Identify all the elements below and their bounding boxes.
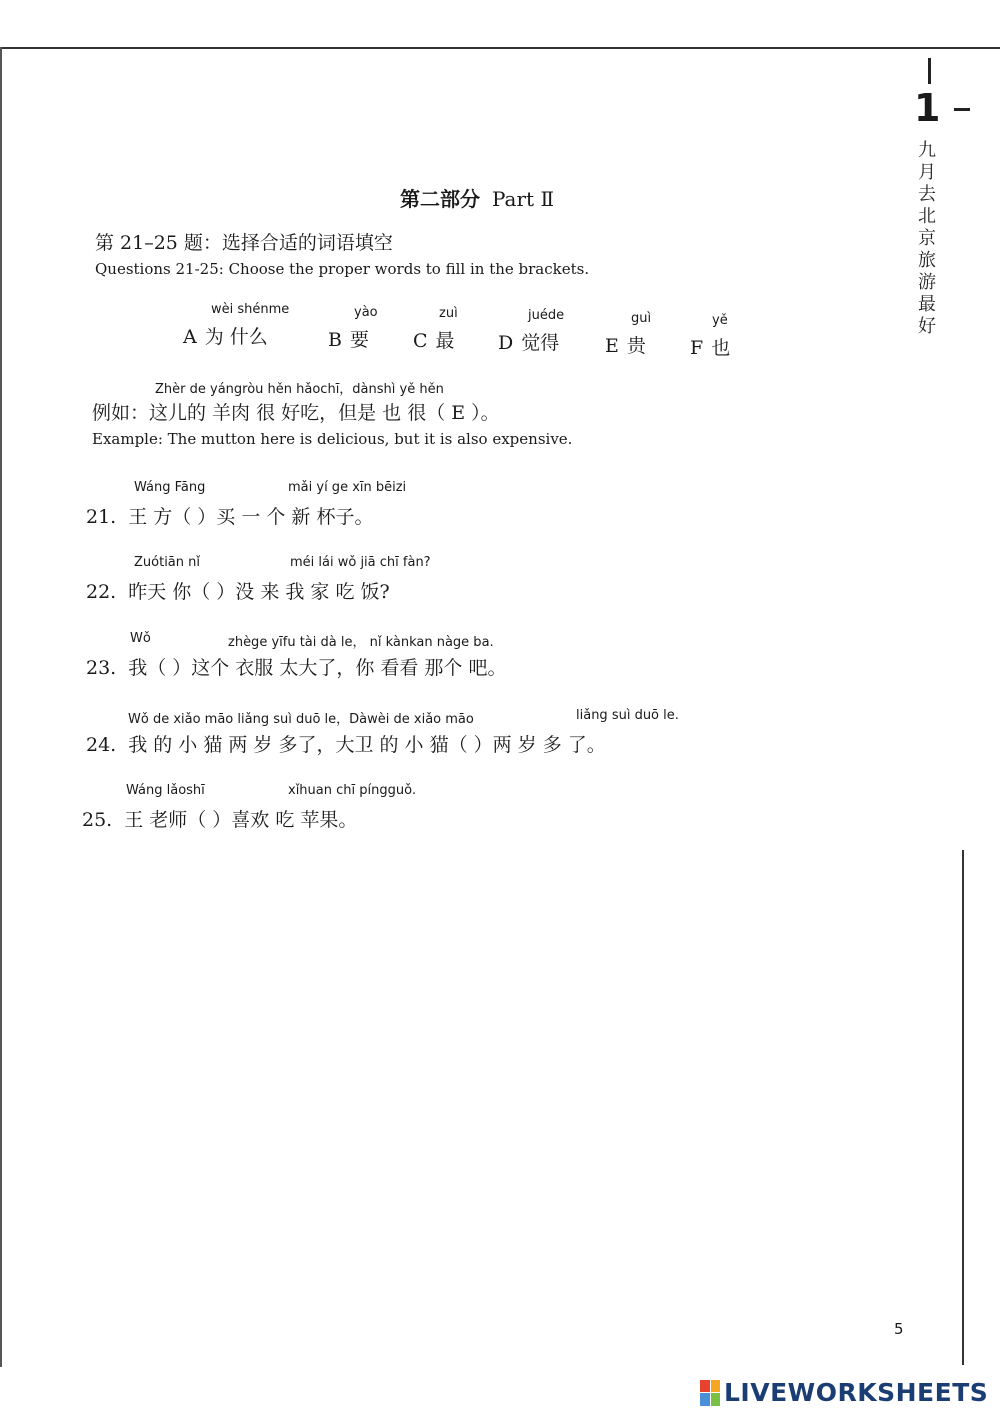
question-pinyin: liǎng suì duō le. <box>576 708 679 723</box>
question-text: 我 的 小 猫 两 岁 多了，大卫 的 小 猫（ ）两 岁 多 了。 <box>128 734 606 756</box>
question-text: 我（ ）这个 衣服 太大了，你 看看 那个 吧。 <box>128 657 507 679</box>
section-title-cn: 第二部分 <box>400 187 480 211</box>
option-letter: B <box>328 329 342 351</box>
option-f <box>690 313 730 360</box>
example-pinyin: Zhèr de yángròu hěn hǎochī，dànshì yě hěn <box>155 382 444 397</box>
question-22 <box>86 555 766 604</box>
question-24 <box>86 708 786 757</box>
question-pinyin: méi lái wǒ jiā chī fàn? <box>290 555 431 570</box>
lesson-number: 1 <box>914 86 941 130</box>
option-letter: A <box>183 326 197 348</box>
option-pinyin: wèi shénme <box>211 302 290 317</box>
page-border-left <box>0 47 2 1367</box>
option-c <box>413 306 458 353</box>
question-number: 25. <box>82 809 113 831</box>
page-border-top <box>0 47 1000 49</box>
option-word: 最 <box>435 330 455 352</box>
option-word: 也 <box>711 337 731 359</box>
option-pinyin: guì <box>631 311 652 326</box>
question-text: 王 老师（ ）喜欢 吃 苹果。 <box>124 809 358 831</box>
section-title-en: Part Ⅱ <box>492 187 555 211</box>
lesson-title: 九月去北京旅游最好 <box>918 140 936 337</box>
option-d <box>498 308 564 355</box>
option-letter: D <box>498 332 514 354</box>
option-word: 要 <box>349 329 369 351</box>
question-pinyin: mǎi yí ge xīn bēizi <box>288 480 407 495</box>
option-letter: F <box>690 337 704 359</box>
option-letter: C <box>413 330 428 352</box>
question-pinyin: Zuótiān nǐ <box>134 555 200 570</box>
option-word: 觉得 <box>521 332 560 354</box>
question-number: 23. <box>86 657 117 679</box>
question-number: 21. <box>86 506 117 528</box>
instruction-en: Questions 21-25: Choose the proper words to fill in the brackets. <box>95 260 590 278</box>
question-25 <box>82 783 762 832</box>
option-pinyin: zuì <box>439 306 458 321</box>
question-text: 昨天 你（ ）没 来 我 家 吃 饭? <box>128 581 390 603</box>
option-letter: E <box>605 335 619 357</box>
lesson-marker-line <box>928 58 931 84</box>
question-number: 22. <box>86 581 117 603</box>
page-number: 5 <box>894 1320 904 1338</box>
question-pinyin: Wǒ <box>130 631 151 646</box>
brand-name: LIVEWORKSHEETS <box>724 1378 989 1407</box>
question-pinyin: xǐhuan chī píngguǒ. <box>288 783 417 798</box>
question-pinyin: Wǒ de xiǎo māo liǎng suì duō le，Dàwèi de xiǎo māo <box>128 712 474 727</box>
option-pinyin: juéde <box>528 308 565 323</box>
option-pinyin: yě <box>712 313 728 328</box>
question-pinyin: zhège yīfu tài dà le， nǐ kànkan nàge ba. <box>228 635 494 650</box>
option-pinyin: yào <box>354 305 378 320</box>
liveworksheets-brand[interactable] <box>700 1378 988 1407</box>
option-word: 贵 <box>626 335 646 357</box>
option-a <box>183 302 289 349</box>
section-title <box>400 183 554 212</box>
question-text: 王 方（ ）买 一 个 新 杯子。 <box>128 506 374 528</box>
option-e <box>605 311 651 358</box>
question-number: 24. <box>86 734 117 756</box>
question-pinyin: Wáng lǎoshī <box>126 783 205 798</box>
example-translation: Example: The mutton here is delicious, but it is also expensive. <box>92 430 573 448</box>
page-border-right <box>962 850 964 1365</box>
option-word: 为 什么 <box>204 326 268 348</box>
option-b <box>328 305 378 352</box>
example-sentence: 例如：这儿的 羊肉 很 好吃，但是 也 很（ E ）。 <box>92 402 500 424</box>
liveworksheets-logo-icon <box>700 1380 720 1406</box>
question-23 <box>86 631 766 680</box>
lesson-marker-dash <box>954 108 970 111</box>
question-pinyin: Wáng Fāng <box>134 480 206 495</box>
instruction-cn: 第 21–25 题：选择合适的词语填空 <box>95 232 393 254</box>
question-21 <box>86 480 766 529</box>
